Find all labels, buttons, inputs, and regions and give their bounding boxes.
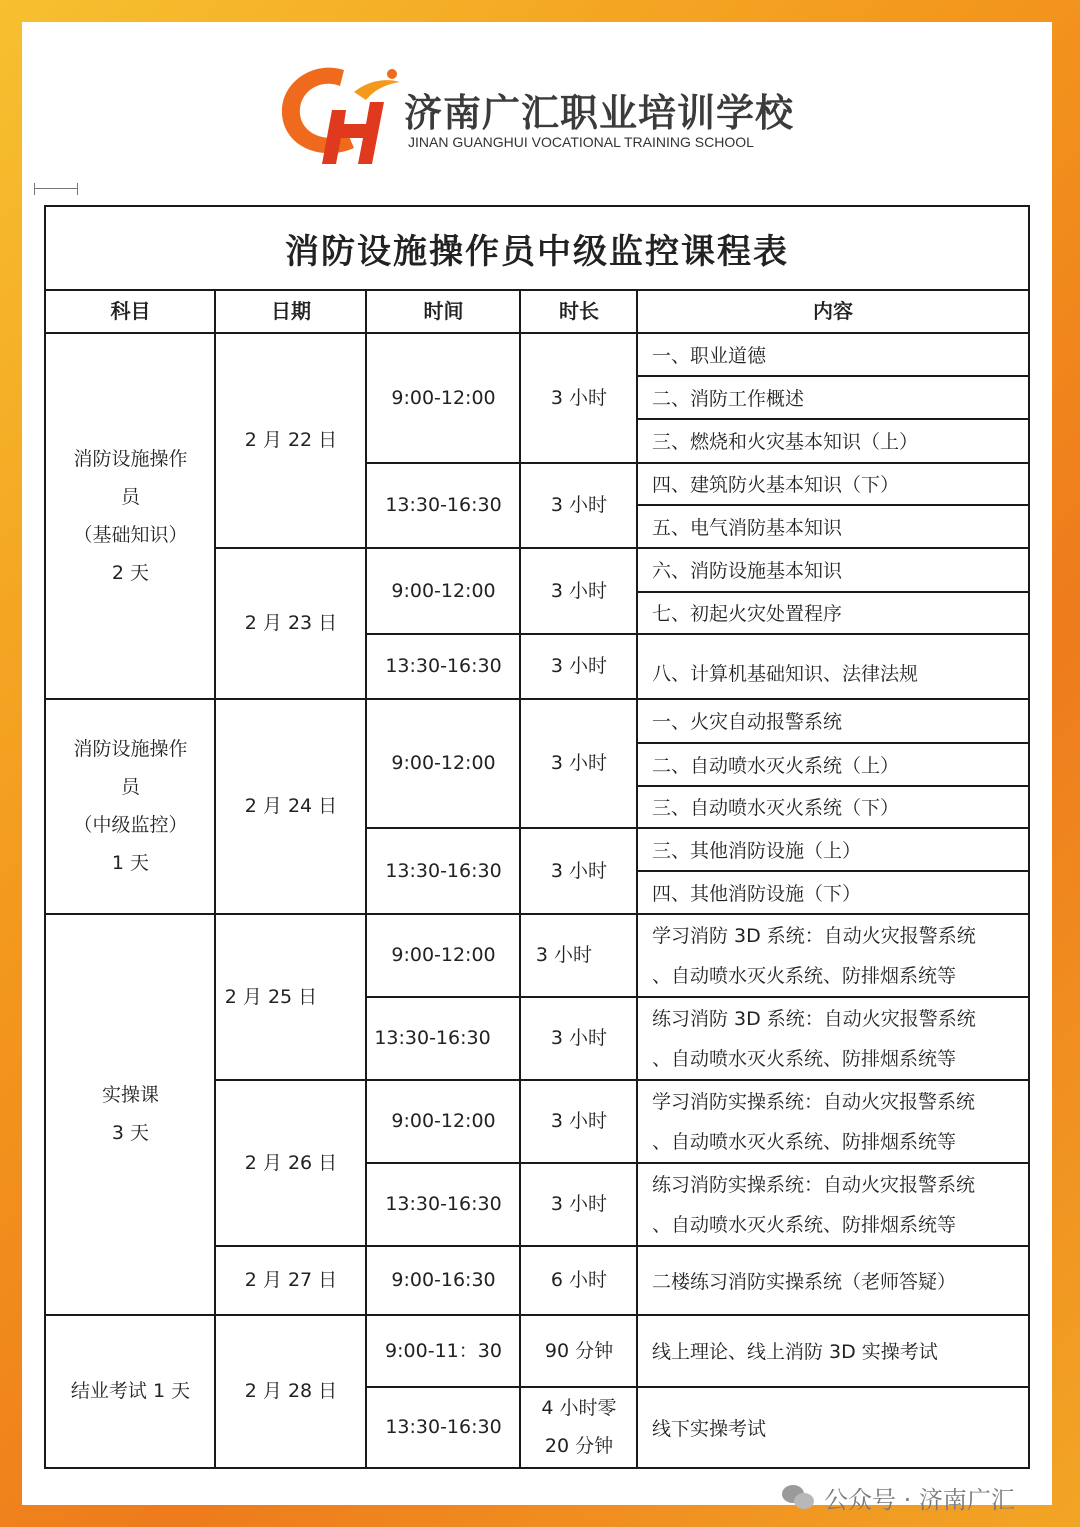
document-page bbox=[22, 22, 1052, 1514]
duration-cell: 3 小时 bbox=[550, 859, 608, 882]
content-line: 、自动喷水灭火系统、防排烟系统等 bbox=[652, 965, 957, 987]
time-cell: 9:00-11：30 bbox=[385, 1339, 502, 1362]
content-cell: 三、燃烧和火灾基本知识（上） bbox=[652, 431, 919, 453]
subject-line: 1 天 bbox=[111, 852, 150, 874]
content-cell: 线下实操考试 bbox=[652, 1417, 767, 1440]
content-cell: 三、其他消防设施（上） bbox=[652, 839, 862, 862]
time-cell: 9:00-12:00 bbox=[391, 579, 496, 602]
content-cell bbox=[638, 916, 976, 996]
gh-logo-icon bbox=[274, 52, 414, 172]
subject-cell bbox=[46, 699, 215, 913]
time-cell: 9:00-16:30 bbox=[391, 1269, 496, 1291]
duration-cell: 3 小时 bbox=[550, 494, 608, 516]
crop-mark bbox=[34, 188, 78, 203]
content-cell bbox=[638, 999, 976, 1079]
content-cell: 二、自动喷水灭火系统（上） bbox=[652, 754, 900, 777]
date-cell: 2 月 23 日 bbox=[244, 612, 338, 634]
table-title: 消防设施操作员中级监控课程表 bbox=[285, 231, 789, 272]
content-cell: 四、建筑防火基本知识（下） bbox=[652, 474, 900, 496]
duration-cell: 90 分钟 bbox=[544, 1339, 614, 1362]
content-line: 练习消防实操系统：自动火灾报警系统 bbox=[652, 1174, 976, 1196]
subject-line: 消防设施操作 bbox=[73, 447, 188, 470]
header-subject: 科目 bbox=[110, 299, 151, 323]
content-cell: 二、消防工作概述 bbox=[652, 387, 805, 410]
duration-line: 4 小时零 bbox=[541, 1397, 617, 1419]
header-duration: 时长 bbox=[559, 299, 599, 323]
duration-cell: 6 小时 bbox=[550, 1269, 608, 1291]
subject-line: 实操课 bbox=[101, 1084, 159, 1106]
time-cell: 13:30-16:30 bbox=[385, 1193, 502, 1215]
duration-cell: 3 小时 bbox=[550, 1193, 608, 1215]
content-cell: 二楼练习消防实操系统（老师答疑） bbox=[652, 1270, 957, 1293]
time-cell: 9:00-12:00 bbox=[391, 386, 496, 409]
content-line: 练习消防 3D 系统：自动火灾报警系统 bbox=[652, 1008, 976, 1030]
time-cell: 13:30-16:30 bbox=[385, 859, 502, 882]
content-cell: 三、自动喷水灭火系统（下） bbox=[652, 797, 900, 819]
content-cell: 一、火灾自动报警系统 bbox=[652, 711, 843, 733]
duration-cell: 3 小时 bbox=[550, 1027, 608, 1049]
content-cell: 线上理论、线上消防 3D 实操考试 bbox=[652, 1341, 938, 1363]
time-cell: 13:30-16:30 bbox=[385, 494, 502, 516]
content-line: 、自动喷水灭火系统、防排烟系统等 bbox=[652, 1214, 957, 1236]
date-cell: 2 月 27 日 bbox=[244, 1269, 338, 1291]
content-cell: 七、初起火灾处置程序 bbox=[652, 603, 843, 625]
date-cell: 2 月 25 日 bbox=[224, 985, 318, 1008]
content-cell: 六、消防设施基本知识 bbox=[652, 560, 843, 582]
header-content: 内容 bbox=[813, 299, 853, 323]
school-name-cn: 济南广汇职业培训学校 bbox=[404, 91, 795, 135]
duration-cell: 3 小时 bbox=[550, 1110, 608, 1132]
subject-line: 员 bbox=[120, 776, 140, 798]
subject-line: （基础知识） bbox=[73, 523, 188, 546]
duration-cell: 3 小时 bbox=[550, 579, 608, 602]
duration-cell: 3 小时 bbox=[550, 386, 608, 409]
subject-line: （中级监控） bbox=[73, 814, 188, 836]
time-cell: 9:00-12:00 bbox=[391, 1110, 496, 1132]
time-cell: 13:30-16:30 bbox=[385, 1416, 502, 1438]
duration-cell: 3 小时 bbox=[535, 944, 593, 966]
time-cell: 9:00-12:00 bbox=[391, 752, 496, 774]
wechat-icon bbox=[782, 1485, 816, 1511]
header-date: 日期 bbox=[271, 299, 311, 323]
header-time: 时间 bbox=[423, 299, 464, 323]
time-cell: 9:00-12:00 bbox=[391, 944, 496, 966]
content-cell bbox=[638, 1082, 975, 1162]
content-line: 学习消防实操系统：自动火灾报警系统 bbox=[652, 1091, 976, 1113]
content-cell: 一、职业道德 bbox=[652, 344, 767, 367]
schedule-table bbox=[44, 205, 1030, 1469]
duration-cell: 3 小时 bbox=[550, 655, 608, 677]
content-cell bbox=[638, 1165, 975, 1245]
content-cell: 八、计算机基础知识、法律法规 bbox=[652, 662, 919, 685]
subject-line: 2 天 bbox=[111, 561, 150, 584]
date-cell: 2 月 24 日 bbox=[244, 795, 338, 817]
time-cell: 13:30-16:30 bbox=[374, 1027, 491, 1049]
duration-cell bbox=[521, 1387, 637, 1467]
subject-cell: 结业考试 1 天 bbox=[70, 1380, 191, 1402]
watermark bbox=[782, 1480, 1015, 1515]
school-logo bbox=[274, 52, 814, 172]
subject-line: 消防设施操作 bbox=[73, 738, 188, 760]
school-name-en: JINAN GUANGHUI VOCATIONAL TRAINING SCHOOL bbox=[408, 134, 754, 150]
date-cell: 2 月 26 日 bbox=[244, 1151, 338, 1174]
subject-cell bbox=[46, 333, 215, 698]
duration-line: 20 分钟 bbox=[544, 1435, 614, 1457]
date-cell: 2 月 22 日 bbox=[244, 429, 338, 451]
content-line: 、自动喷水灭火系统、防排烟系统等 bbox=[652, 1131, 957, 1153]
date-cell: 2 月 28 日 bbox=[244, 1380, 338, 1402]
content-line: 、自动喷水灭火系统、防排烟系统等 bbox=[652, 1048, 957, 1070]
subject-line: 员 bbox=[120, 485, 140, 508]
duration-cell: 3 小时 bbox=[550, 752, 608, 774]
watermark-text: 公众号 · 济南广汇 bbox=[824, 1486, 1015, 1514]
content-cell: 四、其他消防设施（下） bbox=[652, 882, 862, 905]
content-line: 学习消防 3D 系统：自动火灾报警系统 bbox=[652, 925, 976, 947]
content-cell: 五、电气消防基本知识 bbox=[652, 516, 843, 539]
subject-line: 3 天 bbox=[111, 1122, 150, 1144]
time-cell: 13:30-16:30 bbox=[385, 655, 502, 677]
subject-cell bbox=[46, 914, 215, 1314]
